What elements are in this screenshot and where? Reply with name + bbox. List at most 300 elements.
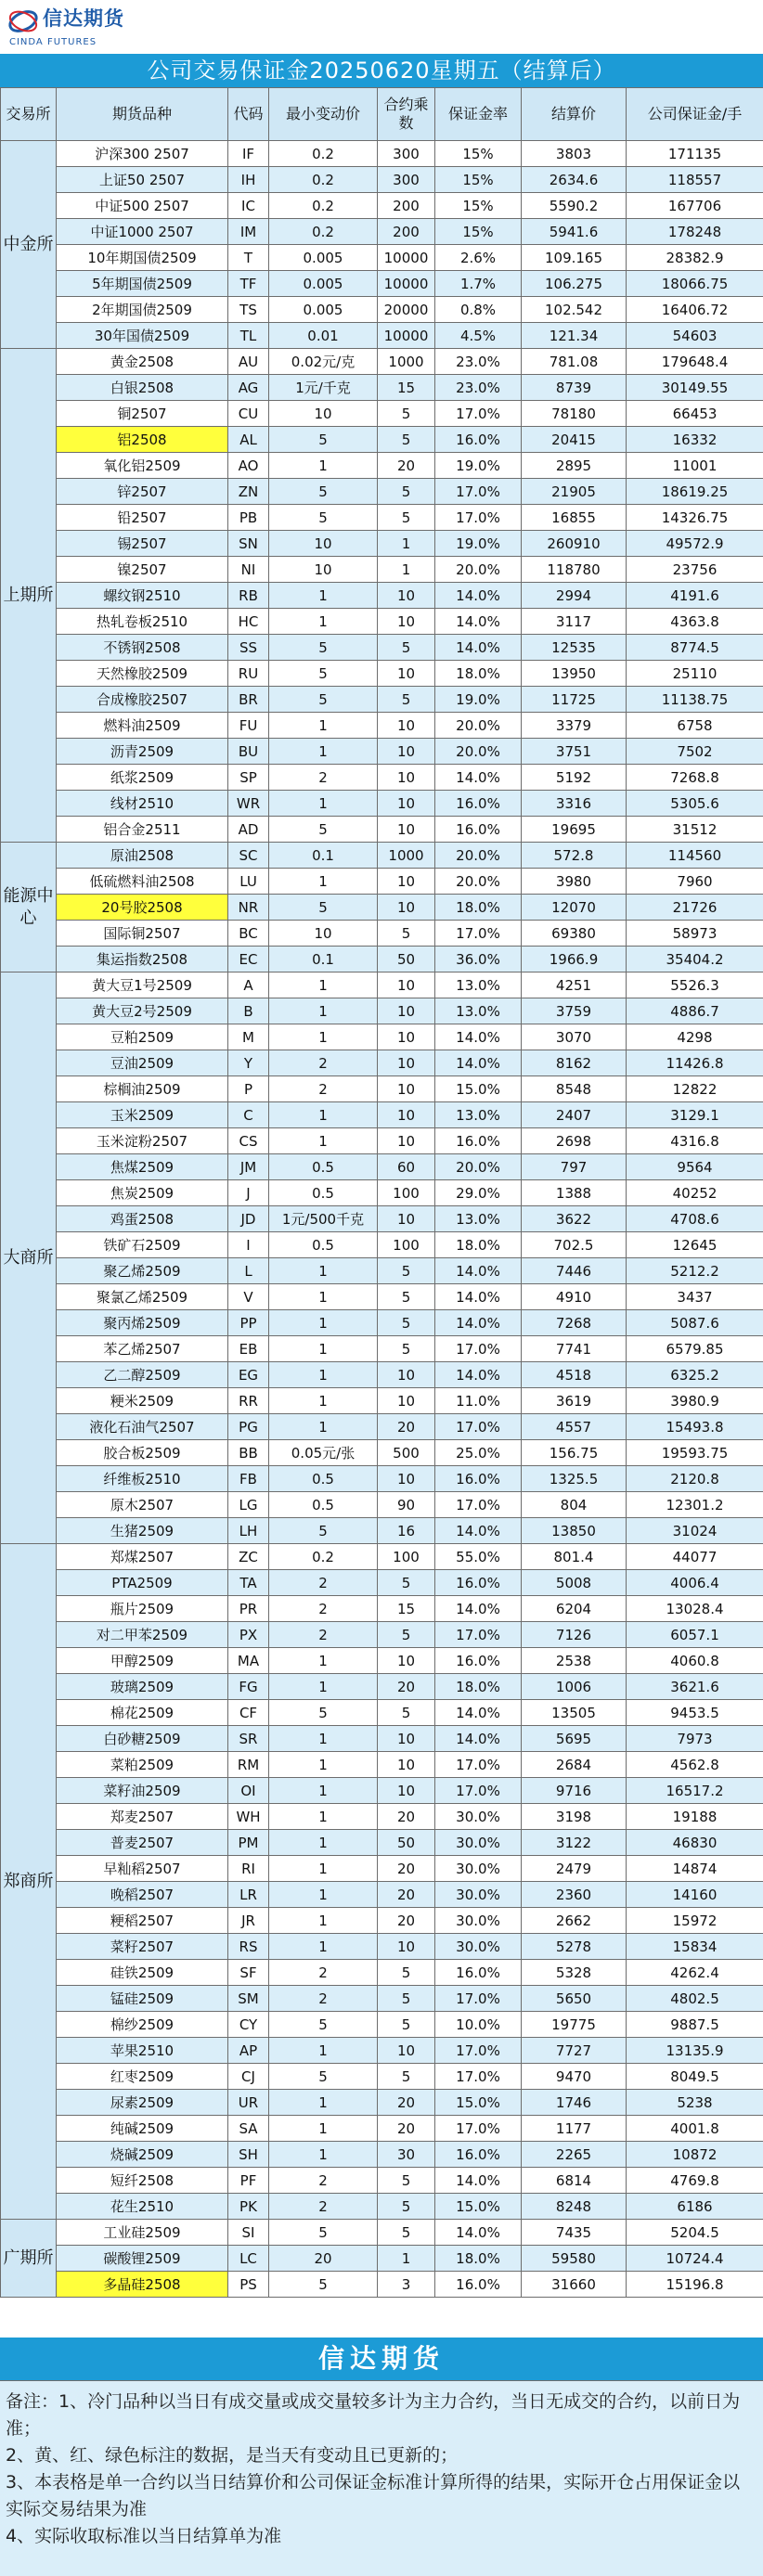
- margin-rate-cell: 55.0%: [435, 1544, 522, 1570]
- tick-cell: 2: [269, 1622, 378, 1648]
- multiplier-cell: 10: [378, 1024, 435, 1050]
- margin-per-lot-cell: 18619.25: [627, 479, 763, 505]
- settle-price-cell: 9716: [522, 1778, 627, 1804]
- margin-rate-cell: 20.0%: [435, 557, 522, 583]
- table-row: [1, 1830, 763, 1856]
- multiplier-cell: 100: [378, 1544, 435, 1570]
- table-row: [1, 1076, 763, 1102]
- tick-cell: 5: [269, 2064, 378, 2090]
- table-row: [1, 1258, 763, 1284]
- note-2: 2、黄、红、绿色标注的数据，是当天有变动且已更新的；: [6, 2445, 459, 2466]
- margin-per-lot-cell: 14326.75: [627, 505, 763, 531]
- code-cell: SR: [228, 1726, 269, 1752]
- product-cell: 10年期国债2509: [57, 245, 228, 271]
- margin-rate-cell: 1.7%: [435, 271, 522, 297]
- tick-cell: 0.5: [269, 1154, 378, 1180]
- tick-cell: 0.5: [269, 1180, 378, 1206]
- margin-rate-cell: 0.8%: [435, 297, 522, 323]
- code-cell: AD: [228, 817, 269, 843]
- tick-cell: 1: [269, 998, 378, 1024]
- code-cell: BC: [228, 921, 269, 947]
- code-cell: P: [228, 1076, 269, 1102]
- multiplier-cell: 10: [378, 998, 435, 1024]
- tick-cell: 1: [269, 713, 378, 739]
- tick-cell: 5: [269, 895, 378, 921]
- product-cell: 燃料油2509: [57, 713, 228, 739]
- multiplier-cell: 10: [378, 895, 435, 921]
- tick-cell: 0.2: [269, 219, 378, 245]
- table-row: [1, 661, 763, 687]
- settle-price-cell: 2684: [522, 1752, 627, 1778]
- code-cell: EC: [228, 947, 269, 972]
- brand-logo: [0, 0, 763, 54]
- table-row: [1, 1154, 763, 1180]
- table-row: [1, 972, 763, 998]
- multiplier-cell: 5: [378, 1960, 435, 1986]
- tick-cell: 0.005: [269, 245, 378, 271]
- product-cell: 晚稻2507: [57, 1882, 228, 1908]
- table-row: [1, 453, 763, 479]
- margin-per-lot-cell: 5204.5: [627, 2220, 763, 2246]
- product-cell: 生猪2509: [57, 1518, 228, 1544]
- code-cell: NR: [228, 895, 269, 921]
- multiplier-cell: 5: [378, 1336, 435, 1362]
- margin-rate-cell: 2.6%: [435, 245, 522, 271]
- product-cell: 短纤2508: [57, 2168, 228, 2194]
- code-cell: JR: [228, 1908, 269, 1934]
- exchange-cell: 郑商所: [1, 1544, 57, 2220]
- table-row: [1, 505, 763, 531]
- margin-per-lot-cell: 10872: [627, 2142, 763, 2168]
- settle-price-cell: 260910: [522, 531, 627, 557]
- margin-rate-cell: 30.0%: [435, 1830, 522, 1856]
- settle-price-cell: 804: [522, 1492, 627, 1518]
- product-cell: 多晶硅2508: [57, 2272, 228, 2298]
- col-header-exchange: 交易所: [1, 88, 57, 141]
- margin-per-lot-cell: 7973: [627, 1726, 763, 1752]
- multiplier-cell: 10: [378, 713, 435, 739]
- table-row: [1, 1024, 763, 1050]
- code-cell: RS: [228, 1934, 269, 1960]
- margin-per-lot-cell: 12301.2: [627, 1492, 763, 1518]
- multiplier-cell: 50: [378, 947, 435, 972]
- code-cell: AP: [228, 2038, 269, 2064]
- product-cell: 锰硅2509: [57, 1986, 228, 2012]
- multiplier-cell: 5: [378, 2220, 435, 2246]
- tick-cell: 0.1: [269, 947, 378, 972]
- tick-cell: 5: [269, 2012, 378, 2038]
- tick-cell: 5: [269, 817, 378, 843]
- margin-rate-cell: 16.0%: [435, 1960, 522, 1986]
- margin-per-lot-cell: 5087.6: [627, 1310, 763, 1336]
- notes: [0, 2380, 763, 2576]
- tick-cell: 1: [269, 2142, 378, 2168]
- margin-per-lot-cell: 16517.2: [627, 1778, 763, 1804]
- margin-rate-cell: 16.0%: [435, 427, 522, 453]
- tick-cell: 0.01: [269, 323, 378, 349]
- margin-table: [0, 87, 763, 2298]
- tick-cell: 1: [269, 1804, 378, 1830]
- tick-cell: 1: [269, 1310, 378, 1336]
- multiplier-cell: 16: [378, 1518, 435, 1544]
- multiplier-cell: 20: [378, 1804, 435, 1830]
- tick-cell: 2: [269, 2168, 378, 2194]
- product-cell: 菜粕2509: [57, 1752, 228, 1778]
- margin-rate-cell: 14.0%: [435, 1518, 522, 1544]
- multiplier-cell: 1000: [378, 349, 435, 375]
- tick-cell: 0.1: [269, 843, 378, 869]
- product-cell: 尿素2509: [57, 2090, 228, 2116]
- margin-rate-cell: 14.0%: [435, 1596, 522, 1622]
- code-cell: AU: [228, 349, 269, 375]
- table-row: [1, 2038, 763, 2064]
- settle-price-cell: 4910: [522, 1284, 627, 1310]
- margin-rate-cell: 14.0%: [435, 1310, 522, 1336]
- margin-rate-cell: 17.0%: [435, 2116, 522, 2142]
- margin-rate-cell: 13.0%: [435, 972, 522, 998]
- code-cell: TF: [228, 271, 269, 297]
- tick-cell: 10: [269, 401, 378, 427]
- multiplier-cell: 10: [378, 869, 435, 895]
- settle-price-cell: 21905: [522, 479, 627, 505]
- settle-price-cell: 2538: [522, 1648, 627, 1674]
- product-cell: 不锈钢2508: [57, 635, 228, 661]
- settle-price-cell: 801.4: [522, 1544, 627, 1570]
- multiplier-cell: 10: [378, 1648, 435, 1674]
- settle-price-cell: 19695: [522, 817, 627, 843]
- margin-rate-cell: 18.0%: [435, 1674, 522, 1700]
- product-cell: 线材2510: [57, 791, 228, 817]
- multiplier-cell: 5: [378, 2064, 435, 2090]
- margin-per-lot-cell: 19593.75: [627, 1440, 763, 1466]
- product-cell: 棉花2509: [57, 1700, 228, 1726]
- multiplier-cell: 10: [378, 1752, 435, 1778]
- tick-cell: 1: [269, 1362, 378, 1388]
- product-cell: 花生2510: [57, 2194, 228, 2220]
- table-row: [1, 531, 763, 557]
- multiplier-cell: 10: [378, 583, 435, 609]
- col-header-settle-price: 结算价: [522, 88, 627, 141]
- product-cell: 铝合金2511: [57, 817, 228, 843]
- table-row: [1, 427, 763, 453]
- multiplier-cell: 10: [378, 1778, 435, 1804]
- product-cell: 合成橡胶2507: [57, 687, 228, 713]
- code-cell: AG: [228, 375, 269, 401]
- multiplier-cell: 300: [378, 141, 435, 167]
- code-cell: SC: [228, 843, 269, 869]
- product-cell: 上证50 2507: [57, 167, 228, 193]
- table-row: [1, 1362, 763, 1388]
- table-row: [1, 1674, 763, 1700]
- tick-cell: 0.005: [269, 271, 378, 297]
- product-cell: 铅2507: [57, 505, 228, 531]
- multiplier-cell: 10: [378, 1726, 435, 1752]
- tick-cell: 1元/千克: [269, 375, 378, 401]
- margin-per-lot-cell: 4886.7: [627, 998, 763, 1024]
- settle-price-cell: 7268: [522, 1310, 627, 1336]
- multiplier-cell: 200: [378, 193, 435, 219]
- margin-rate-cell: 20.0%: [435, 869, 522, 895]
- code-cell: IC: [228, 193, 269, 219]
- tick-cell: 1: [269, 1726, 378, 1752]
- tick-cell: 1: [269, 2038, 378, 2064]
- margin-rate-cell: 15%: [435, 219, 522, 245]
- code-cell: RR: [228, 1388, 269, 1414]
- code-cell: L: [228, 1258, 269, 1284]
- margin-rate-cell: 14.0%: [435, 1050, 522, 1076]
- table-row: [1, 1414, 763, 1440]
- margin-per-lot-cell: 171135: [627, 141, 763, 167]
- margin-per-lot-cell: 4298: [627, 1024, 763, 1050]
- margin-per-lot-cell: 21726: [627, 895, 763, 921]
- tick-cell: 20: [269, 2246, 378, 2272]
- margin-per-lot-cell: 8774.5: [627, 635, 763, 661]
- margin-rate-cell: 15%: [435, 141, 522, 167]
- tick-cell: 2: [269, 1596, 378, 1622]
- product-cell: 棕榈油2509: [57, 1076, 228, 1102]
- multiplier-cell: 5: [378, 1986, 435, 2012]
- margin-rate-cell: 14.0%: [435, 1700, 522, 1726]
- table-row: [1, 2168, 763, 2194]
- multiplier-cell: 10: [378, 791, 435, 817]
- table-row: [1, 1336, 763, 1362]
- tick-cell: 0.05元/张: [269, 1440, 378, 1466]
- tick-cell: 0.2: [269, 141, 378, 167]
- multiplier-cell: 500: [378, 1440, 435, 1466]
- settle-price-cell: 3122: [522, 1830, 627, 1856]
- table-row: [1, 791, 763, 817]
- code-cell: JD: [228, 1206, 269, 1232]
- margin-rate-cell: 14.0%: [435, 1284, 522, 1310]
- product-cell: 粳米2509: [57, 1388, 228, 1414]
- margin-rate-cell: 14.0%: [435, 1726, 522, 1752]
- margin-per-lot-cell: 6186: [627, 2194, 763, 2220]
- col-header-product: 期货品种: [57, 88, 228, 141]
- code-cell: V: [228, 1284, 269, 1310]
- multiplier-cell: 50: [378, 1830, 435, 1856]
- product-cell: 黄大豆2号2509: [57, 998, 228, 1024]
- table-row: [1, 1726, 763, 1752]
- multiplier-cell: 20000: [378, 297, 435, 323]
- code-cell: SI: [228, 2220, 269, 2246]
- table-row: [1, 1544, 763, 1570]
- margin-rate-cell: 30.0%: [435, 1804, 522, 1830]
- multiplier-cell: 5: [378, 1284, 435, 1310]
- product-cell: 纸浆2509: [57, 765, 228, 791]
- multiplier-cell: 5: [378, 687, 435, 713]
- multiplier-cell: 5: [378, 401, 435, 427]
- product-cell: 锌2507: [57, 479, 228, 505]
- margin-rate-cell: 14.0%: [435, 1258, 522, 1284]
- margin-per-lot-cell: 40252: [627, 1180, 763, 1206]
- table-row: [1, 1648, 763, 1674]
- multiplier-cell: 5: [378, 505, 435, 531]
- margin-rate-cell: 15%: [435, 167, 522, 193]
- table-row: [1, 2012, 763, 2038]
- margin-per-lot-cell: 6758: [627, 713, 763, 739]
- product-cell: 铜2507: [57, 401, 228, 427]
- product-cell: 工业硅2509: [57, 2220, 228, 2246]
- tick-cell: 1: [269, 739, 378, 765]
- tick-cell: 0.005: [269, 297, 378, 323]
- margin-rate-cell: 17.0%: [435, 921, 522, 947]
- code-cell: TS: [228, 297, 269, 323]
- margin-per-lot-cell: 16406.72: [627, 297, 763, 323]
- code-cell: NI: [228, 557, 269, 583]
- code-cell: SM: [228, 1986, 269, 2012]
- settle-price-cell: 3070: [522, 1024, 627, 1050]
- product-cell: 玉米2509: [57, 1102, 228, 1128]
- table-row: [1, 1778, 763, 1804]
- code-cell: CU: [228, 401, 269, 427]
- margin-per-lot-cell: 7960: [627, 869, 763, 895]
- table-row: [1, 2194, 763, 2220]
- margin-rate-cell: 14.0%: [435, 1362, 522, 1388]
- product-cell: 集运指数2508: [57, 947, 228, 972]
- multiplier-cell: 10: [378, 972, 435, 998]
- margin-rate-cell: 15%: [435, 193, 522, 219]
- code-cell: TA: [228, 1570, 269, 1596]
- multiplier-cell: 10: [378, 1934, 435, 1960]
- table-row: [1, 998, 763, 1024]
- table-row: [1, 141, 763, 167]
- settle-price-cell: 2360: [522, 1882, 627, 1908]
- product-cell: 硅铁2509: [57, 1960, 228, 1986]
- margin-per-lot-cell: 23756: [627, 557, 763, 583]
- exchange-cell: 大商所: [1, 972, 57, 1544]
- code-cell: B: [228, 998, 269, 1024]
- tick-cell: 1: [269, 2116, 378, 2142]
- table-row: [1, 1804, 763, 1830]
- margin-per-lot-cell: 28382.9: [627, 245, 763, 271]
- margin-rate-cell: 17.0%: [435, 1492, 522, 1518]
- margin-per-lot-cell: 7502: [627, 739, 763, 765]
- table-row: [1, 1622, 763, 1648]
- code-cell: RB: [228, 583, 269, 609]
- table-row: [1, 609, 763, 635]
- code-cell: BB: [228, 1440, 269, 1466]
- margin-per-lot-cell: 179648.4: [627, 349, 763, 375]
- product-cell: 普麦2507: [57, 1830, 228, 1856]
- settle-price-cell: 3198: [522, 1804, 627, 1830]
- settle-price-cell: 118780: [522, 557, 627, 583]
- code-cell: C: [228, 1102, 269, 1128]
- tick-cell: 5: [269, 505, 378, 531]
- margin-per-lot-cell: 4006.4: [627, 1570, 763, 1596]
- settle-price-cell: 11725: [522, 687, 627, 713]
- tick-cell: 1: [269, 1024, 378, 1050]
- multiplier-cell: 300: [378, 167, 435, 193]
- margin-per-lot-cell: 4769.8: [627, 2168, 763, 2194]
- tick-cell: 10: [269, 921, 378, 947]
- settle-price-cell: 2634.6: [522, 167, 627, 193]
- product-cell: 国际铜2507: [57, 921, 228, 947]
- margin-rate-cell: 15.0%: [435, 2090, 522, 2116]
- settle-price-cell: 781.08: [522, 349, 627, 375]
- margin-per-lot-cell: 3437: [627, 1284, 763, 1310]
- multiplier-cell: 5: [378, 1622, 435, 1648]
- margin-per-lot-cell: 4191.6: [627, 583, 763, 609]
- note-4: 4、实际收取标准以当日结算单为准: [6, 2526, 282, 2546]
- tick-cell: 1: [269, 453, 378, 479]
- margin-per-lot-cell: 66453: [627, 401, 763, 427]
- settle-price-cell: 19775: [522, 2012, 627, 2038]
- code-cell: RI: [228, 1856, 269, 1882]
- code-cell: FU: [228, 713, 269, 739]
- code-cell: JM: [228, 1154, 269, 1180]
- code-cell: SH: [228, 2142, 269, 2168]
- multiplier-cell: 3: [378, 2272, 435, 2298]
- margin-per-lot-cell: 3129.1: [627, 1102, 763, 1128]
- settle-price-cell: 6204: [522, 1596, 627, 1622]
- multiplier-cell: 10: [378, 1362, 435, 1388]
- code-cell: ZN: [228, 479, 269, 505]
- margin-per-lot-cell: 58973: [627, 921, 763, 947]
- margin-rate-cell: 30.0%: [435, 1882, 522, 1908]
- code-cell: J: [228, 1180, 269, 1206]
- table-row: [1, 895, 763, 921]
- product-cell: 菜籽油2509: [57, 1778, 228, 1804]
- settle-price-cell: 1746: [522, 2090, 627, 2116]
- settle-price-cell: 1177: [522, 2116, 627, 2142]
- margin-rate-cell: 20.0%: [435, 843, 522, 869]
- settle-price-cell: 7741: [522, 1336, 627, 1362]
- table-row: [1, 1102, 763, 1128]
- margin-rate-cell: 18.0%: [435, 2246, 522, 2272]
- multiplier-cell: 200: [378, 219, 435, 245]
- multiplier-cell: 20: [378, 1882, 435, 1908]
- margin-per-lot-cell: 4708.6: [627, 1206, 763, 1232]
- margin-per-lot-cell: 11001: [627, 453, 763, 479]
- table-body: [1, 141, 763, 2298]
- settle-price-cell: 1966.9: [522, 947, 627, 972]
- code-cell: OI: [228, 1778, 269, 1804]
- margin-per-lot-cell: 6325.2: [627, 1362, 763, 1388]
- margin-rate-cell: 13.0%: [435, 1206, 522, 1232]
- tick-cell: 2: [269, 1050, 378, 1076]
- margin-rate-cell: 14.0%: [435, 583, 522, 609]
- code-cell: SA: [228, 2116, 269, 2142]
- table-row: [1, 1596, 763, 1622]
- product-cell: 苯乙烯2507: [57, 1336, 228, 1362]
- margin-per-lot-cell: 118557: [627, 167, 763, 193]
- tick-cell: 1: [269, 1336, 378, 1362]
- table-row: [1, 635, 763, 661]
- margin-rate-cell: 36.0%: [435, 947, 522, 972]
- code-cell: LC: [228, 2246, 269, 2272]
- code-cell: RM: [228, 1752, 269, 1778]
- product-cell: 液化石油气2507: [57, 1414, 228, 1440]
- col-header-margin-rate: 保证金率: [435, 88, 522, 141]
- settle-price-cell: 5590.2: [522, 193, 627, 219]
- settle-price-cell: 5008: [522, 1570, 627, 1596]
- margin-rate-cell: 14.0%: [435, 1024, 522, 1050]
- table-row: [1, 219, 763, 245]
- settle-price-cell: 3751: [522, 739, 627, 765]
- multiplier-cell: 20: [378, 2090, 435, 2116]
- table-row: [1, 193, 763, 219]
- tick-cell: 1: [269, 869, 378, 895]
- product-cell: 中证1000 2507: [57, 219, 228, 245]
- code-cell: RU: [228, 661, 269, 687]
- code-cell: EB: [228, 1336, 269, 1362]
- margin-per-lot-cell: 15493.8: [627, 1414, 763, 1440]
- margin-per-lot-cell: 11138.75: [627, 687, 763, 713]
- margin-rate-cell: 17.0%: [435, 1336, 522, 1362]
- table-row: [1, 557, 763, 583]
- product-cell: 螺纹钢2510: [57, 583, 228, 609]
- multiplier-cell: 5: [378, 427, 435, 453]
